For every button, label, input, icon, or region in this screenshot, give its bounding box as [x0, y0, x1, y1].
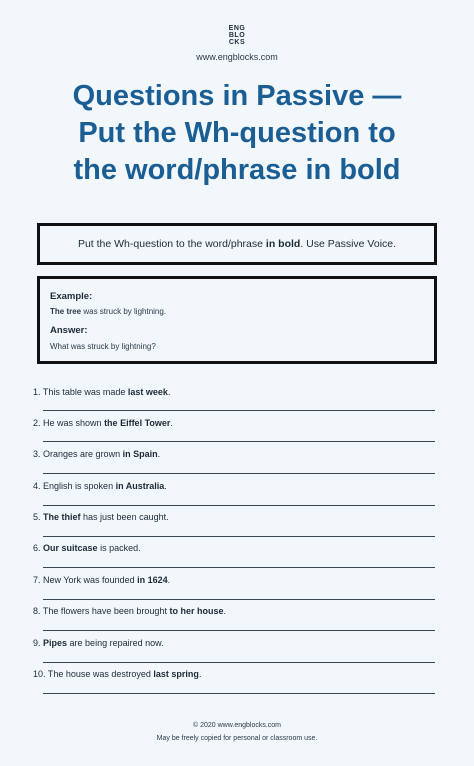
question-1: [33, 387, 170, 397]
question-9: [33, 638, 164, 648]
question-5: [33, 512, 169, 522]
question-number: 3.: [33, 449, 41, 459]
question-bold: in Australia: [115, 481, 165, 491]
engblocks-logo: [223, 22, 251, 48]
question-bold: the Eiffel Tower: [104, 418, 171, 428]
answer-line-9[interactable]: [43, 662, 435, 663]
instruction-text-bold: in bold: [265, 238, 301, 250]
answer-line-7[interactable]: [43, 599, 435, 600]
logo-line-2: BLO: [228, 31, 246, 39]
question-text: He was shown: [43, 418, 105, 428]
question-10: [33, 669, 201, 679]
question-text-end: .: [167, 387, 171, 397]
question-bold: last spring: [153, 669, 199, 679]
question-text-end: .: [164, 481, 167, 491]
instruction-box: [37, 223, 437, 265]
question-bold: The thief: [43, 512, 81, 522]
question-7: [33, 575, 170, 585]
title-line-1: Questions in Passive —: [72, 80, 402, 112]
answer-text: What was struck by lightning?: [50, 342, 156, 351]
question-text: English is spoken: [43, 481, 116, 491]
question-number: 5.: [33, 512, 41, 522]
question-text: The flowers have been brought: [42, 606, 170, 616]
question-text-end: .: [167, 575, 171, 585]
answer-line-5[interactable]: [43, 536, 435, 537]
answer-line-8[interactable]: [43, 630, 435, 631]
answer-line-3[interactable]: [43, 473, 435, 474]
instruction-text-post: . Use Passive Voice.: [300, 238, 397, 250]
question-3: [33, 449, 160, 459]
question-number: 9.: [33, 638, 41, 648]
logo-line-1: ENG: [228, 24, 246, 32]
question-bold: Pipes: [43, 638, 68, 648]
logo-line-3: CKS: [228, 38, 246, 46]
answer-line-2[interactable]: [43, 441, 435, 442]
question-text: Oranges are grown: [43, 449, 123, 459]
footer-note: May be freely copied for personal or classroom use.: [156, 735, 318, 742]
question-bold: last week: [127, 387, 168, 397]
question-number: 2.: [33, 418, 41, 428]
question-bold: Our suitcase: [43, 543, 98, 553]
question-4: [33, 481, 167, 491]
question-text-end: has just been caught.: [80, 512, 169, 522]
title-line-2: Put the Wh-question to: [78, 117, 396, 149]
site-url: www.engblocks.com: [196, 52, 278, 62]
question-text-end: are being repaired now.: [67, 638, 164, 648]
example-sentence-bold: The tree: [50, 307, 82, 316]
title-line-3: the word/phrase in bold: [73, 154, 401, 186]
question-bold: to her house: [169, 606, 224, 616]
question-8: [33, 606, 226, 616]
question-bold: in 1624: [137, 575, 168, 585]
question-6: [33, 543, 141, 553]
question-number: 1.: [33, 387, 41, 397]
example-box: [37, 276, 437, 364]
question-text-end: .: [223, 606, 226, 616]
answer-line-1[interactable]: [43, 410, 435, 411]
answer-label: Answer:: [50, 325, 88, 336]
question-number: 6.: [33, 543, 41, 553]
question-text: This table was made: [42, 387, 128, 397]
page-title: [20, 78, 454, 189]
answer-line-4[interactable]: [43, 505, 435, 506]
question-text-end: .: [198, 669, 202, 679]
question-text: New York was founded: [43, 575, 138, 585]
question-number: 7.: [33, 575, 41, 585]
question-bold: in Spain: [122, 449, 158, 459]
question-text-end: is packed.: [97, 543, 141, 553]
question-2: [33, 418, 173, 428]
example-sentence-rest: was struck by lightning.: [81, 307, 167, 316]
example-sentence: [50, 307, 166, 316]
question-number: 4.: [33, 481, 41, 491]
answer-line-10[interactable]: [43, 693, 435, 694]
footer-copyright: © 2020 www.engblocks.com: [192, 722, 282, 729]
question-text-end: .: [157, 449, 161, 459]
question-number: 10.: [33, 669, 46, 679]
question-number: 8.: [33, 606, 41, 616]
question-text: The house was destroyed: [47, 669, 154, 679]
answer-line-6[interactable]: [43, 567, 435, 568]
instruction-text-pre: Put the Wh-question to the word/phrase: [77, 238, 266, 250]
question-text-end: .: [170, 418, 173, 428]
example-label: Example:: [50, 291, 93, 302]
